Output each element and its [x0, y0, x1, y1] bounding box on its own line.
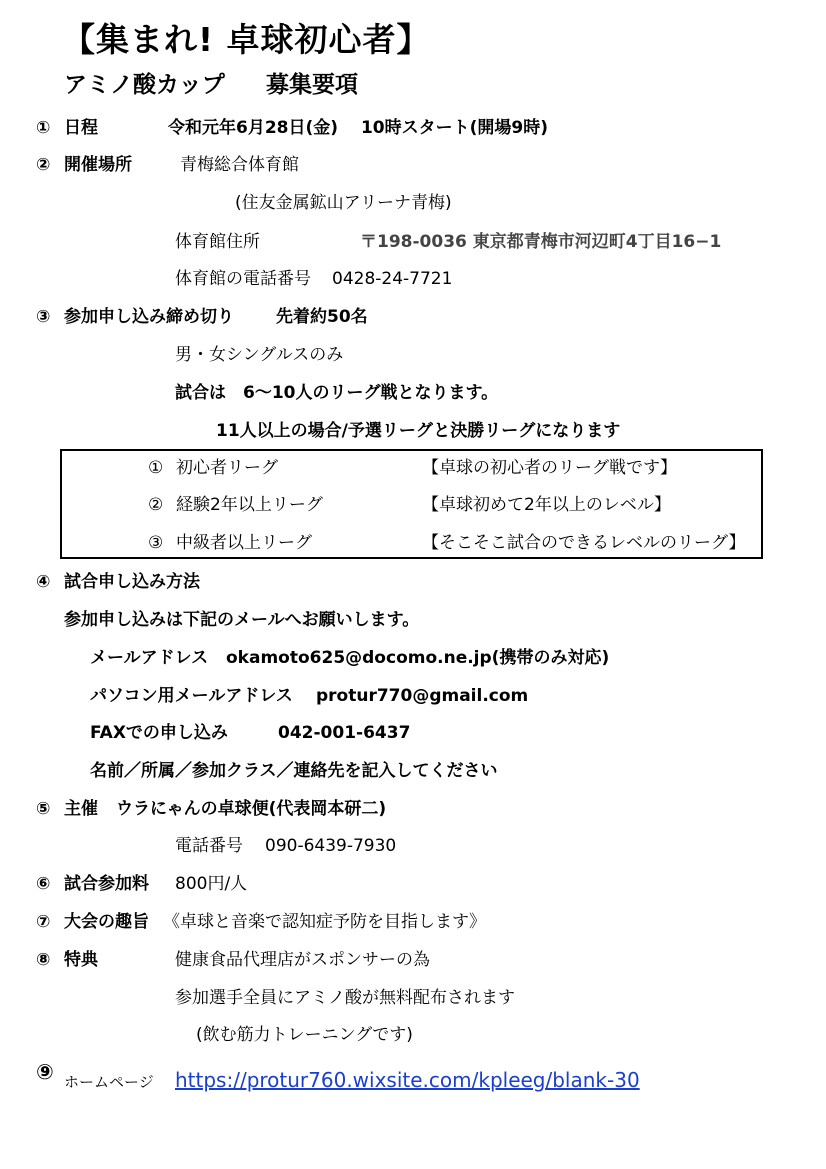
page-subtitle-2: 募集要項 — [266, 72, 358, 98]
organizer-phone: 090-6439-7930 — [265, 836, 397, 856]
league-description: 【卓球の初心者のリーグ戦です】 — [422, 458, 677, 478]
homepage-label: ホームページ — [64, 1073, 154, 1091]
fax-label: FAXでの申し込み — [90, 723, 228, 743]
entry-note-singles: 男・女シングルスのみ — [175, 345, 344, 365]
entry-limit: 先着約50名 — [276, 307, 368, 327]
mail-label: メールアドレス — [90, 648, 209, 668]
section-number-5: ⑤ — [36, 799, 51, 819]
venue-alias: (住友金属鉱山アリーナ青梅) — [235, 193, 452, 213]
fax-number: 042-001-6437 — [278, 723, 411, 743]
section-number-4: ④ — [36, 572, 51, 592]
mail-address: okamoto625@docomo.ne.jp(携帯のみ対応) — [226, 648, 610, 668]
organizer-phone-label: 電話番号 — [175, 836, 243, 856]
league-name: 経験2年以上リーグ — [176, 495, 323, 515]
entry-deadline-label: 参加申し込み締め切り — [64, 307, 234, 327]
purpose-value: 《卓球と音楽で認知症予防を目指します》 — [163, 912, 486, 932]
purpose-label: 大会の趣旨 — [64, 912, 149, 932]
pc-mail-label: パソコン用メールアドレス — [90, 686, 293, 706]
fee-label: 試合参加料 — [64, 874, 149, 894]
league-name: 初心者リーグ — [176, 458, 278, 478]
league-description: 【卓球初めて2年以上のレベル】 — [422, 495, 671, 515]
benefit-line-2: 参加選手全員にアミノ酸が無料配布されます — [175, 988, 515, 1008]
benefit-line-1: 健康食品代理店がスポンサーの為 — [175, 950, 430, 970]
schedule-value: 令和元年6月28日(金) 10時スタート(開場9時) — [168, 118, 548, 138]
organizer-name: ウラにゃんの卓球便(代表岡本研二) — [116, 799, 387, 819]
organizer-label: 主催 — [64, 799, 98, 819]
league-number: ② — [148, 495, 164, 515]
venue-phone: 0428-24-7721 — [332, 269, 453, 289]
league-number: ③ — [148, 533, 164, 553]
schedule-label: 日程 — [64, 118, 98, 138]
homepage-link[interactable]: https://protur760.wixsite.com/kpleeg/blank-30 — [175, 1068, 640, 1092]
entry-note-over11: 11人以上の場合/予選リーグと決勝リーグになります — [216, 421, 621, 441]
venue-address-label: 体育館住所 — [175, 232, 260, 252]
entry-note-league: 試合は 6～10人のリーグ戦となります。 — [175, 383, 499, 403]
section-number-2: ② — [36, 155, 51, 175]
section-number-6: ⑥ — [36, 874, 51, 894]
venue-address: 〒198-0036 東京都青梅市河辺町4丁目16−1 — [360, 232, 722, 252]
fee-value: 800円/人 — [175, 874, 248, 894]
league-name: 中級者以上リーグ — [176, 533, 312, 553]
application-intro: 参加申し込みは下記のメールへお願いします。 — [64, 610, 420, 630]
section-number-8: ⑧ — [36, 950, 51, 970]
page-subtitle: アミノ酸カップ — [64, 72, 225, 98]
venue-phone-label: 体育館の電話番号 — [175, 269, 311, 289]
benefit-label: 特典 — [64, 950, 98, 970]
section-number-3: ③ — [36, 307, 51, 327]
application-instruction: 名前／所属／参加クラス／連絡先を記入してください — [90, 761, 498, 781]
pc-mail-address: protur770@gmail.com — [316, 686, 529, 706]
league-description: 【そこそこ試合のできるレベルのリーグ】 — [422, 533, 746, 553]
venue-label: 開催場所 — [64, 155, 132, 175]
section-number-7: ⑦ — [36, 912, 51, 932]
benefit-line-3: (飲む筋力トレーニングです) — [196, 1025, 413, 1045]
section-number-9: ⑨ — [36, 1060, 54, 1084]
application-label: 試合申し込み方法 — [64, 572, 200, 592]
page-title: 【集まれ! 卓球初心者】 — [62, 20, 431, 59]
venue-name: 青梅総合体育館 — [180, 155, 299, 175]
league-number: ① — [148, 458, 164, 478]
section-number-1: ① — [36, 118, 51, 138]
